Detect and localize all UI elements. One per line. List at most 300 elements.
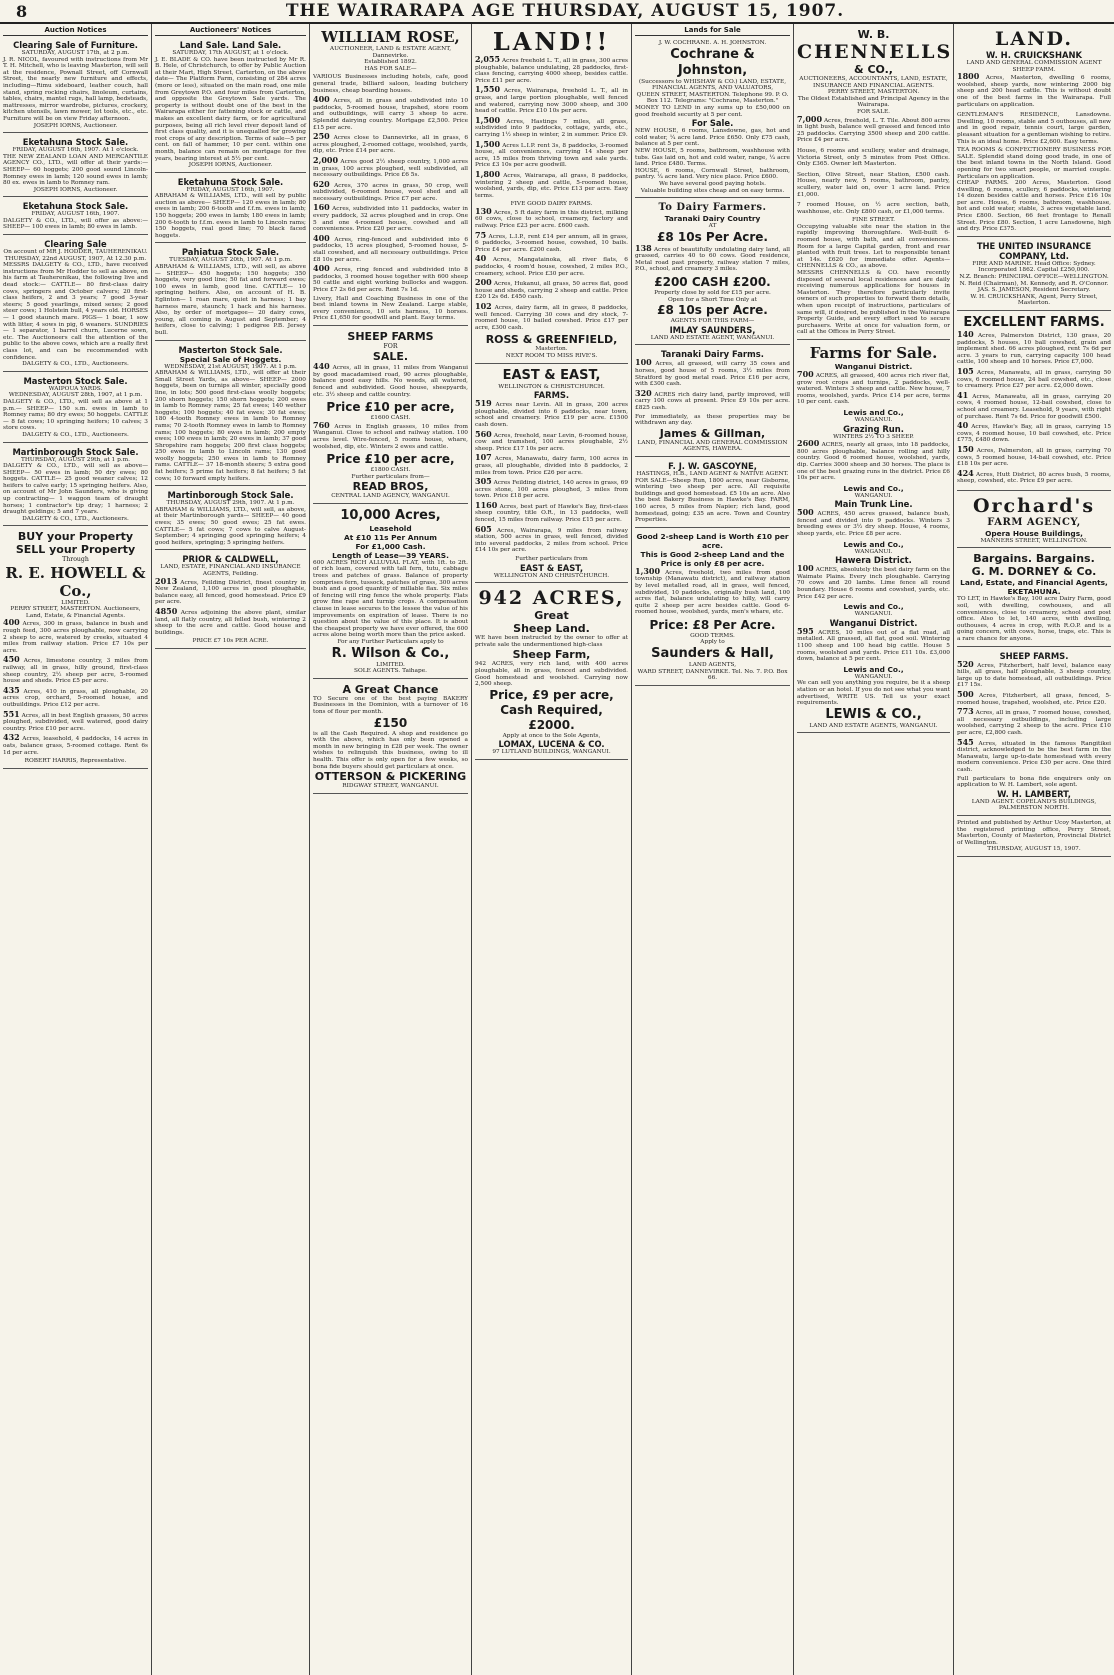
- ad-subtitle: On account of MR J. HODDER, TAUHERENIKAU.: [3, 249, 148, 256]
- listing-text: Acres, 410 in grass, all ploughable, 20 acres crop, orchard, 5-roomed house, and outbuildings. Price £12 per acre.: [3, 688, 148, 708]
- listing-acres: 7,000: [797, 113, 823, 124]
- listing-text: Acres, Hawke's Bay, all in grass, carrying 15 cows, 4 roomed house, 10 bail cowshed, etc. Price £775, £480 down.: [957, 424, 1112, 444]
- ad-terms: GOOD TERMS.: [690, 632, 735, 639]
- firm-name: Saunders & Hall,: [651, 646, 774, 662]
- ad-taranaki-dairy: [635, 200, 790, 345]
- listing: [957, 658, 1111, 689]
- ad-body: Occupying valuable site near the station in the rapidly improving thoroughfare. Well-built 6-roomed house, with bath, and all conveniences. Room for a large Capital garden, front and rear planted with fruit trees. Let to responsible tenant at 14s. £620 for immediate offer. Agents—CHENNELLS & CO., as above.: [797, 223, 950, 270]
- listing-acres: 760: [313, 419, 330, 430]
- listing-text: Acres adjoining the above plant, similar land, all flatly country, all felled bush, wintering 2 sheep to the acre and cattle. Good house and buildings.: [155, 609, 307, 636]
- firm-agent: W. H. CRUICKSHANK, Agent, Perry Street, Masterton.: [970, 293, 1098, 307]
- listing: [957, 467, 1112, 485]
- listing-text: Acres, freehold, L. T. Tile. About 800 acres in light bush, balance well grassed and fenced into 25 paddocks. Carrying 3500 sheep and 200 cattle. Price £4 per acre.: [797, 117, 950, 144]
- listing-text: Acres, all grassed, will carry 35 cows and horses, good house of 5 rooms, 3½ miles from Stratford by good metal road. Price £16 per acre, with £300 cash.: [635, 361, 790, 388]
- firm-town: WANGANUI.: [854, 611, 893, 618]
- listing-text: GENTLEMAN'S RESIDENCE, Lansdowne. Dwelling, 10 rooms, stable and 5 outhouses, all new and in good repair, tennis court, large garden, pleasant situation for a gentleman wishing to retire. This is an ideal home. Price £2,600. Easy terms.: [957, 112, 1111, 145]
- ad-title: For Sale.: [691, 118, 734, 129]
- ad-price: Price, £9 per acre,: [489, 687, 614, 702]
- listing-acres: 450: [3, 654, 20, 665]
- ad-masterton-stock: [3, 374, 148, 443]
- ad-district: Wanganui District.: [834, 361, 913, 371]
- ad-title: A Great Chance: [342, 682, 439, 696]
- listing-acres: 424: [957, 467, 974, 478]
- column-1: [0, 24, 152, 1675]
- listing: [475, 279, 628, 301]
- ad-body: DALGETY & CO., LTD., will sell as above— SHEEP— 50 ewes in lamb; 50 dry ewes; 80 hoggets. CATTLE— 25 good weaner calves; 12 heifers to calve early; 15 springing heifers. Also, on account of Mr John Saunders, who is giving up contracting— 1 waggon team of draught horses; 1 contractor's tip dray; 1 harness; 2 draught geldings; 5 and 7 years.: [3, 463, 148, 516]
- listing: [797, 113, 950, 144]
- ad-farm: Sheep Farm,: [512, 648, 591, 662]
- ad-apply: Apply at once to the Sole Agents,: [502, 732, 601, 739]
- listing-text: ACRES, absolutely the best dairy farm on the Waimate Plains. Every inch ploughable. Carrying 70 cows and 20 lambs. Lime fence all round boundary. House 6 rooms and cowshed, yards, etc. Price £42 per acre.: [797, 567, 951, 600]
- ad-pahiatua-stock: [155, 245, 306, 340]
- ad-date: SATURDAY, AUGUST 17th, at 2 p.m.: [21, 50, 130, 56]
- firm-name: READ BROS,: [352, 480, 429, 494]
- firm-branch: N.Z. Branch: PRINCIPAL OFFICE—WELLINGTON.: [959, 274, 1109, 281]
- listing-text: Section, Olive Street, near Station, £500 cash. House, nearly new, 5 rooms, bathroom, pantry, scullery, water laid on, over 1 acre land. Price £1,000.: [797, 171, 950, 198]
- ad-body: TO Secure one of the best paying BAKERY Businesses in the Dominion, with a turnover of 16 tons of flour per month.: [313, 695, 468, 715]
- firm-town: Masterton.: [535, 346, 568, 353]
- listing: [475, 229, 628, 254]
- listing-acres: 320: [635, 387, 652, 398]
- column-3: [310, 24, 472, 1675]
- listing: [313, 363, 468, 398]
- listing: [957, 110, 1111, 145]
- column-5: [632, 24, 794, 1675]
- ad-title: Main Trunk Line.: [834, 499, 913, 510]
- listing-acres: 432: [3, 732, 20, 743]
- ad-sheep-land: Sheep Land.: [513, 622, 590, 636]
- firm-partners: J. W. COCHRANE. A. H. JOHNSTON.: [658, 40, 767, 46]
- ad-cash: Cash Required,: [500, 702, 603, 717]
- listing-acres: 2013: [155, 575, 178, 586]
- firm-name: W. H. LAMBERT,: [997, 788, 1071, 799]
- ad-signature: JOSEPH IORNS, Auctioneer.: [33, 122, 118, 129]
- listing-acres: 560: [475, 428, 492, 439]
- ad-martinborough-stock: [3, 445, 148, 527]
- section-head: FINE STREET.: [852, 217, 895, 224]
- listing-cash: £1800 CASH.: [370, 467, 411, 474]
- ad-title: Martinborough Stock Sale.: [167, 490, 294, 501]
- ad-title: SHEEP FARMS.: [999, 650, 1069, 661]
- ad-body-2: is all the Cash Required. A shop and residence go with the above, which has only been opened a month in new bringing in £28 per week. The owner wishes to relinquish this business, owing to ill health. This offer is only open for a few weeks, so bona fide buyers should get particulars at once.: [313, 730, 468, 770]
- listing-text: Acres close to Dannevirke, all in grass, 6 acres ploughed, 2-roomed cottage, woolshed, yards, dip, etc. Price £14 per acre.: [313, 135, 469, 155]
- listing: [475, 255, 628, 277]
- listing-text: Acres, Wairarapa, all grass, 8 paddocks, wintering 2 sheep and cattle, 5-roomed house, woolshed, yards, dip, etc. Price £13 per acre. Easy terms.: [475, 172, 628, 199]
- listing-acres: 400: [313, 232, 330, 243]
- listing-text: VARIOUS Businesses including hotels, cafe, good general trade, billiard saloon, leading butchery business, cheap boarding houses.: [313, 74, 468, 94]
- listing-text: Acres, Manawatu, dairy farm, 100 acres in grass, all ploughable, divided into 8 paddocks, 2 miles from town. Price £26 per acre.: [475, 456, 628, 476]
- firm-sub: PERRY STREET, MASTERTON. Auctioneers, Land, Estate, & Financial Agents.: [10, 606, 141, 619]
- ad-signature: DALGETY & CO., LTD., Auctioneers.: [22, 431, 129, 438]
- listing-text: Acres, Fitzherbert, all grass, fenced, 5-roomed house, trapshed, woolshed, etc. Price £20.: [957, 693, 1111, 706]
- listing: [155, 605, 307, 636]
- listing-text: Acres, subdivided into 11 paddocks, water in every paddock, 32 acres ploughed and in crop. One 5 and one 4-roomed house, cowshed and all conveniences. Price £20 per acre.: [313, 206, 469, 233]
- ad-title: Pahiatua Stock Sale.: [181, 247, 280, 258]
- listing-text: Acres, 5 ft dairy farm in this district, milking 60 cows, close to school, creamery, factory and railway. Price £23 per acre. £600 cash.: [475, 209, 629, 230]
- firm-sub: AUCTIONEER, LAND & ESTATE AGENT, Dannevirke.: [329, 46, 452, 59]
- firm-name: PRIOR & CALDWELL,: [182, 554, 279, 565]
- firm-sub: (Successors to WHISHAW & CO.) LAND, ESTATE, FINANCIAL AGENTS, AND VALUATORS,: [638, 78, 787, 92]
- firm-name: Lewis and Co.,: [843, 602, 904, 612]
- listing: [635, 359, 790, 387]
- ad-title: Grazing Run.: [843, 423, 904, 434]
- ad-title: LAND.: [995, 28, 1073, 50]
- ad-through: Through: [62, 556, 89, 564]
- ad-title: Clearing Sale of Furniture.: [13, 40, 138, 50]
- firm-name: W. H. CRUICKSHANK: [986, 50, 1082, 60]
- ad-lead: Further particulars from: [515, 556, 588, 563]
- ad-date: THURSDAY, 22nd AUGUST, 1907, At 12.30 p.m.: [4, 255, 147, 262]
- ad-body: 600 ACRES RICH ALLUVIAL FLAT, with 1ft. to 2ft. of rich loam, covered with tall fern, tutu, cabbage trees and patches of grass. Balance of property comprises fern, tussock, patches of grass, 300 acres bush and a good quantity of millable flax. Six miles of fencing will ring fence the whole property. Flats grow fine rape and turnip crops. A compensation clause in lease secures to the lessee the value of his improvements on expiration of lease. There is no question about the value of this place. It is about the cheapest property we have ever offered, the 600 acres alone being worth more than the price asked.: [313, 559, 468, 639]
- listing-acres: 2600: [797, 438, 820, 449]
- listing: [475, 86, 628, 114]
- ad-price: £8 10s per Acre.: [657, 303, 768, 318]
- ad-prior-caldwell: [155, 552, 306, 649]
- firm-town: WANGANUI.: [854, 548, 893, 555]
- listing-acres: 545: [957, 736, 974, 747]
- listing-acres: 138: [635, 242, 652, 253]
- ad-cash: For £1,000 Cash.: [355, 541, 426, 551]
- listing-acres: 100: [797, 563, 814, 574]
- listing: [475, 114, 629, 139]
- listing-text: Acres, limestone country, 3 miles from railway, all in grass, hilly ground, first-class sheep country, 2½ sheep per acre, 5-roomed house and sheds. Price £5 per acre.: [3, 658, 149, 685]
- listing-acres: 1,800: [475, 168, 501, 179]
- ad-farms-for-sale: [797, 342, 950, 733]
- masthead: [0, 0, 1114, 24]
- firm-name: G. M. DORNEY & Co.: [971, 565, 1097, 579]
- ad-price: £8 10s Per Acre.: [657, 229, 768, 244]
- firm-name: Cochrane & Johnston,: [670, 46, 755, 78]
- ad-lead: Further particulars from—: [351, 473, 430, 480]
- listing-acres: 500: [957, 689, 974, 699]
- firm-initials: W. B.: [857, 28, 890, 41]
- listing-acres: 773: [957, 706, 974, 717]
- ad-title: Clearing Sale: [44, 239, 107, 250]
- ad-subtitle: WINTERS 2½ TO 3 SHEEP.: [833, 433, 914, 440]
- listing-acres: 105: [957, 365, 974, 376]
- ad-title: FARMS.: [533, 390, 570, 401]
- ad-signature: JOSEPH IORNS, Auctioneer.: [188, 162, 273, 169]
- firm-name: OTTERSON & PICKERING: [314, 770, 467, 784]
- ad-title: Farms for Sale.: [809, 343, 938, 362]
- ad-lead-2: This is Good 2-sheep Land and the Price is only £8 per acre.: [640, 549, 785, 568]
- firm-sub: LAND AGENTS,: [688, 662, 737, 669]
- firm-name: F. J. W. GASCOYNE,: [668, 460, 757, 471]
- listing-text: ACRES, 450 acres grassed, balance bush, fenced and divided into 9 paddocks. Winters 3 breeding ewes or 3½ dry sheep. House, 4 rooms, sheep yards, etc. Price £8 per acre.: [797, 511, 950, 538]
- listing-acres: 620: [313, 178, 330, 189]
- listing: [957, 365, 1111, 390]
- listing: [155, 575, 306, 606]
- listing: [797, 565, 950, 600]
- ad-942-acres: [475, 585, 628, 760]
- ad-land: [475, 26, 628, 364]
- listing: [475, 428, 628, 453]
- listing-acres: 400: [313, 94, 330, 105]
- ad-eketahuna-stock-2: [3, 199, 148, 235]
- listing-acres: 519: [475, 398, 492, 409]
- listing-acres: 2,000: [313, 154, 339, 165]
- listing: [957, 708, 1111, 736]
- firm-name: R. Wilson & Co.,: [331, 645, 450, 661]
- listing: [957, 691, 1111, 706]
- ad-sheep-farms: [313, 328, 468, 504]
- firm-name: James & Gillman,: [659, 426, 766, 440]
- ad-date: THURSDAY, AUGUST 29th, at 1 p.m.: [21, 456, 130, 463]
- ad-sheep-farms-lambert: [957, 649, 1111, 816]
- ad-two-sheep-land: [635, 530, 790, 686]
- ad-date: TUESDAY, AUGUST 20th, 1907. At 1 p.m.: [169, 257, 292, 264]
- column-6: [794, 24, 954, 1675]
- listing: [797, 625, 950, 663]
- ad-at: AT: [708, 223, 717, 230]
- firm-sub: RIDGWAY STREET, WANGANUI.: [342, 783, 439, 790]
- listing: [635, 242, 791, 273]
- listing-acres: 1,500: [475, 114, 501, 125]
- ad-title: Taranaki Dairy Farms.: [661, 349, 764, 360]
- ad-body: ABRAHAM & WILLIAMS, LTD., will sell by public auction as above— SHEEP— 120 ewes in lamb; 80 ewes in lamb; 200 6-tooth and f.f.m. ewes in lamb; 150 hoggets; 200 ewes in lamb; 180 ewes in lamb; 200 6-tooth to f.f.m. ewes in lamb to Lincoln rams; 150 hoggets, real good line; 70 black faced hoggets.: [155, 193, 306, 239]
- listing-acres: 305: [475, 476, 492, 487]
- listing-text: Acres, best part of Hawke's Bay, first-class sheep country, title O.R., in 13 paddocks, well fenced, 15 miles from railway. Price £15 per acre.: [475, 503, 629, 524]
- listing-text: Acres, freehold, near Levin, 6-roomed house, cow and tramshed, 100 acres ploughable, 2½ sheep. Price £17 10s per acre.: [475, 432, 628, 452]
- listing-text: Acres, Manawatu, all in grass, carrying 50 cows, 6 roomed house, 24 bail cowshed, etc., close to creamery. Price £27 per acre. £2,000 down.: [957, 369, 1111, 390]
- ad-body: WE have been instructed by the owner to offer at private sale the undermentioned high-class: [475, 635, 628, 648]
- listing-cash: £1600 CASH.: [370, 415, 411, 422]
- firm-name: Lewis and Co.,: [843, 664, 904, 674]
- listing-text: NEW HOUSE, 6 rooms, Lansdowne, gas, hot and cold water, ¼ acre land. Price £650. Only £75 cash, balance at 5 per cent.: [635, 128, 790, 148]
- listing-text: ACRES, all grassed, 400 acres rich river flat, grow root crops and turnips, 2 paddocks, well-watered. Winters 3 sheep and cattle. New house, 7 rooms, woolshed, yards. Price £14 per acre, terms 10 per cent. cash.: [797, 372, 951, 406]
- listing: [313, 232, 469, 263]
- listing-text: Acres, Hutt District, 80 acres bush, 5 rooms, sheep, cowshed, etc. Price £9 per acre.: [957, 471, 1112, 485]
- firm-name: Orchard's: [972, 494, 1096, 517]
- ad-body: MESSRS CHENNELLS & CO. have recently disposed of several local residences and are daily receiving numerous applications for houses in Masterton. They therefore particularly invite owners of such properties to forward them details, when upon receipt of instructions, particulars of same will, if desired, be published in the Wairarapa Property Guide, and every effort used to secure purchasers. Write at once for valuation form, or call at the Offices in Perry Street.: [797, 270, 950, 336]
- firm-established: Established 1892.: [364, 59, 417, 66]
- firm-sub: NEXT ROOM TO MISS RIVE'S.: [505, 352, 598, 359]
- ad-title: LAND!!: [492, 27, 611, 56]
- ad-taranaki-farms: [635, 347, 790, 457]
- firm-address: MANNERS STREET, WELLINGTON.: [980, 537, 1088, 544]
- listing-text: Acres, 300 in grass, balance in bush and rough feed, 300 acres ploughable, now carrying 2 sheep to acre, watered by creeks, situated 4 miles from railway station. Price £7 10s per acre.: [3, 621, 149, 654]
- firm-limited: LIMITED.: [61, 599, 90, 606]
- listing: [475, 454, 628, 476]
- firm-name: EAST & EAST,: [502, 367, 601, 383]
- listing-text: Acres in English grasses, 10 miles from Wanganui. Close to school and railway station. 100 acres level. Wire-fenced, 5 rooms house, whare, woolshed, dip, etc. Winters 2 ewes and cattle.: [313, 423, 469, 450]
- firm-name: R. E. HOWELL & Co.,: [5, 563, 146, 600]
- firm-sub: LAND, FINANCIAL AND GENERAL COMMISSION AGENTS, HAWERA.: [637, 439, 788, 453]
- firm-sub: FARM AGENCY,: [987, 516, 1081, 528]
- ad-lead: BUY your Property SELL your Property: [15, 530, 136, 557]
- ad-subtitle: Taranaki Dairy Country: [664, 214, 761, 224]
- listing: [475, 303, 628, 331]
- ad-body: THE NEW ZEALAND LOAN AND MERCANTILE AGENCY CO., LTD., will offer at their yards:— SHEEP— 60 hoggets; 200 good sound Lincoln-Romney ewes in lamb; 120 sound ewes in lamb; 80 ex. ewes in lamb to Romney ram.: [3, 153, 148, 187]
- page-number: 8: [16, 1, 28, 21]
- ad-east-and-east: [475, 366, 628, 584]
- listing-text: Acres, all in grass and subdivided into 10 paddocks, 5-roomed house, trapshed, store room and outbuildings, will carry 3 sheep to acre. Splendid dairying country. Mortgage £2,500. Price £15 per acre.: [313, 98, 469, 131]
- listing: [313, 178, 469, 203]
- firm-name: EAST & EAST,: [519, 562, 583, 573]
- listing-acres: 140: [957, 329, 974, 339]
- ad-body: ABRAHAM & WILLIAMS, LTD., will offer at their Small Street Yards, as above— SHEEP— 2000 hoggets, been on turnips all winter, specially good line, in lots; 500 good first-class woolly hoggets; 200 shorn hoggets; 150 shorn hoggets; 200 ewes in lamb to Romney rams; 25 fat ewes; 140 wether hoggets; 100 hoggets; 40 fat ewes; 30 fat ewes; 180 4-tooth Romney ewes in lamb to Romney rams; 70 2-tooth Romney ewes in lamb to Romney rams; 100 hoggets; 80 ewes in lamb; 200 empty ewes; 100 ewes in lamb; 20 ewes in lamb; 37 good Shropshire ram hoggets; 200 first class hoggets; 250 ewes in lamb to Lincoln rams; 130 good woolly hoggets; 250 ewes in lamb to Romney rams. CATTLE— 37 18-month steers; 5 extra good fat heifers; 5 prime fat heifers; 8 fat heifers; 5 fat cows; 10 forward empty heifers.: [155, 370, 306, 482]
- firm-sub: HASTINGS, H.B., LAND AGENT & NATIVE AGENT.: [636, 470, 789, 477]
- listing-text: Acres, Hukanui, all grass, 50 acres flat, good house and sheds, carrying 2 sheep and cattle. Price £20 12s 6d. £450 cash.: [475, 281, 628, 301]
- firm-co: & CO.,: [854, 63, 893, 76]
- firm-sub: SOLE AGENTS. Taihape.: [354, 668, 427, 675]
- firm-town: WANGANUI.: [854, 416, 893, 423]
- listing-text: Acres of beautifully undulating dairy land, all grassed, carries 40 to 60 cows. Good residence, Metal road past property, railway station 7 miles, P.O., school, and creamery 3 miles.: [635, 246, 791, 273]
- listing-text: Acres, Wairarapa, 9 miles from railway station, 500 acres in grass, well fenced, divided into several paddocks, 2 miles from school. Price £14 10s per acre.: [475, 527, 628, 554]
- ad-note: Valuable building sites cheap and on easy terms.: [640, 187, 785, 194]
- listing-acres: 130: [475, 205, 492, 216]
- firm-name: ROSS & GREENFIELD,: [485, 333, 618, 347]
- listing-text: Acres, situated in the famous Rangitikei district, acknowledged to be the best farm in the Manawatu, large up-to-date homestead with every modern convenience. Price £30 per acre. One third cash.: [957, 740, 1111, 773]
- listing-text: Acres near Levin. All in grass, 200 acres ploughable, divided into 6 paddocks, near town, school and creamery. Price £19 per acre. £1500 cash down.: [475, 402, 629, 428]
- listing-acres: 400: [313, 263, 330, 274]
- ad-leasehold: [313, 506, 468, 679]
- listing-text: HOUSE, 6 rooms, Cornwall Street, bathroom, pantry. ¼ acre land. Very nice place. Price £600.: [635, 167, 790, 181]
- ad-lead: AGENTS FOR THIS FARM—: [670, 318, 755, 325]
- firm-sub: LAND AND GENERAL COMMISSION AGENT: [966, 60, 1102, 66]
- listing-acres: 400: [3, 617, 20, 628]
- ad-signature: DALGETY & CO., LTD., Auctioneers.: [22, 361, 129, 368]
- ad-body: DALGETY & CO., LTD., will sell as above at 1 p.m.— SHEEP— 150 s.m. ewes in lamb to Romney rams; 80 dry ewes; 50 hoggets. CATTLE— 8 fat cows; 10 springing heifers; 10 calves; 3 store cows.: [3, 398, 148, 432]
- listing-acres: 2,055: [475, 54, 501, 64]
- ad-title: Land Sale. Land Sale.: [179, 40, 282, 50]
- listing-acres: 40: [475, 253, 487, 264]
- listing: [475, 523, 628, 554]
- listing: [475, 138, 629, 169]
- listing: [797, 146, 950, 168]
- ad-body: J. E. BLADE & CO. have been instructed by Mr R. B. Hele, of Christchurch, to offer by Public Auction at their Mart, High Street, Carterton, on the above date— The Platform Farm, consisting of 284 acres (more or less), situated on the main road, one mile from Greytown P.O. and four miles from Carterton, and opposite the Greytown Sale yards. The property is without doubt one of the best in the Wairarapa either for fattening stock or cattle, and makes an excellent dairy farm, or for agricultural purposes, being all rich level river deposit land of first class quality, and it is unequalled for growing root crops of any description. Terms of sale—5 per cent. on fall of hammer, 10 per cent. within one month, balance can remain on mortgage for five years, bearing interest at 5½ per cent.: [155, 56, 306, 162]
- listing-text: House, 6 rooms and scullery, water and drainage, Victoria Street, only 5 minutes from Post Office. Only £365. Owner left Masterton.: [797, 147, 950, 168]
- firm-names: N. Reid (Chairman), M. Kennedy, and R. O'Connor. JAS. S. JAMESON, Resident Secretary.: [959, 280, 1109, 294]
- ad-signature: ROBERT HARRIS, Representative.: [24, 758, 127, 765]
- firm-sub: LAND AND ESTATE AGENT, WANGANUI.: [650, 334, 775, 341]
- ad-body: Livery, Hall and Coaching Business in one of the best inland towns in New Zealand. Large stable, every convenience, 10 sets harness, 10 horses. Price £1,650 for goodwill and plant. Easy terms.: [313, 295, 468, 322]
- listing-text: Acres, Hastings 7 miles, all grass, subdivided into 9 paddocks, cottage, yards, etc., carrying 1½ sheep in winter, 2 in summer. Price £9.: [475, 118, 629, 138]
- listing-text: Acres, ring-fenced and subdivided into 6 paddocks, 15 acres ploughed, 5-roomed house, 5-stall cowshed, and all necessary outbuildings. Price £8 10s per acre.: [313, 236, 469, 263]
- ad-date: SATURDAY, 17th AUGUST, at 1 o'clock.: [172, 50, 289, 56]
- listing: [635, 565, 790, 616]
- listing: [475, 205, 629, 230]
- listing-price: Price £10 per acre,: [326, 400, 455, 415]
- listing-acres: 1160: [475, 499, 498, 510]
- ad-title: To Dairy Farmers.: [658, 202, 767, 214]
- listing: [797, 368, 951, 406]
- listing-text: Acres, leasehold, 4 paddocks, 14 acres in oats, balance grass, 5-roomed cottage. Rent 6s 1d per acre.: [3, 736, 148, 756]
- ad-title: Masterton Stock Sale.: [23, 375, 128, 386]
- ad-lead: Good 2-sheep Land is Worth £10 per acre.: [636, 531, 789, 550]
- column-2: [152, 24, 310, 1675]
- firm-name: THE UNITED INSURANCE COMPANY, Ltd.: [976, 240, 1092, 261]
- listing: [475, 168, 628, 199]
- listing: [313, 419, 469, 450]
- firm-town: WANGANUI.: [854, 673, 893, 680]
- firm-sub: LAND AND ESTATE AGENTS, WANGANUI.: [809, 722, 938, 729]
- listing-text: NEW HOUSE, 5 rooms, bathroom, washhouse with tubs. Gas laid on, hot and cold water, range, ¼ acre land. Price £480. Terms.: [635, 147, 790, 168]
- listing: [797, 440, 950, 482]
- ad-title: Bargains. Bargains.: [973, 552, 1095, 566]
- firm-town: WANGANUI.: [854, 492, 893, 499]
- listing-text: Acres, Palmerston, all in grass, carrying 70 cows, 5 roomed house, 14-bail cowshed, etc. Price £18 10s per acre.: [957, 447, 1112, 468]
- listing-acres: 700: [797, 368, 814, 379]
- listing: [3, 734, 148, 756]
- ad-signature: JOSEPH IORNS, Auctioneer.: [33, 186, 118, 193]
- ad-footer: PRICE £7 10s PER ACRE.: [192, 638, 269, 645]
- firm-name: LOMAX, LUCENA & CO.: [498, 739, 605, 750]
- firm-sub: LAND, ESTATE, FINANCIAL AND INSURANCE AGENTS, Feilding.: [160, 564, 301, 577]
- ad-clearing-sale: [3, 237, 148, 372]
- column-4: [472, 24, 632, 1675]
- ad-title: Masterton Stock Sale.: [178, 344, 283, 355]
- listing-text: ACRES rich dairy land, partly improved, will carry 100 cows at present. Price £9 10s per acre. £825 cash.: [635, 391, 790, 411]
- ad-subtitle: WAIPOUA YARDS.: [48, 385, 103, 392]
- ad-date: FRIDAY, AUGUST 16th, 1907.: [186, 186, 275, 193]
- listing-text: Acres, all in best English grasses, 50 acres ploughed, subdivided, well watered, good dairy country. Price £10 per acre.: [3, 712, 148, 732]
- column-header: Lands for Sale: [635, 26, 790, 36]
- ad-cruickshank: [957, 26, 1111, 237]
- listing-acres: 250: [313, 131, 330, 142]
- listing-text: Acres freehold L. T., all in grass, 300 acres ploughable, balance undulating, 28 paddocks, first-class fencing, carrying 4000 sheep, besides cattle. Price £11 per acre.: [475, 58, 629, 84]
- section-head: FIVE GOOD DAIRY FARMS.: [510, 201, 593, 208]
- ad-gascoyne: [635, 459, 790, 528]
- listing-text: Acres, Manawatu, all in grass, carrying 20 cows, 4 roomed house, 12-bail cowshed, close to school and creamery. Leasehold, 9 years, with right of purchase. Rent 7s 6d. Price for goodwill £500.: [957, 393, 1112, 420]
- firm-hasforsale: HAS FOR SALE—: [364, 65, 417, 72]
- firm-sub: AUCTIONEERS, ACCOUNTANTS, LAND, ESTATE, INSURANCE AND FINANCIAL AGENTS.: [799, 76, 948, 89]
- listing-acres: 435: [3, 684, 20, 695]
- listing: [3, 619, 148, 654]
- listing-acres: 500: [797, 507, 814, 518]
- ad-title: 10,000 Acres,: [340, 507, 441, 523]
- ad-title: 942 ACRES,: [478, 587, 625, 610]
- ad-great-chance: [313, 681, 468, 794]
- listing-acres: 160: [313, 202, 330, 213]
- ad-cash: £200 CASH £200.: [654, 275, 771, 290]
- listing-acres: 520: [957, 658, 974, 669]
- ad-chennells: [797, 26, 953, 340]
- ad-william-rose: [313, 26, 468, 326]
- ad-title-sale: SALE.: [372, 350, 409, 364]
- listing-acres: 605: [475, 523, 492, 534]
- listing: [313, 96, 468, 131]
- firm-name: Lewis and Co.,: [843, 539, 904, 549]
- firm-name: CHENNELLS: [797, 41, 953, 63]
- listing-text: 7 roomed House, on ½ acre section, bath, washhouse, etc. Only £800 cash, or £1,000 terms.: [797, 202, 950, 215]
- column-header: Auctioneers' Notices: [155, 26, 306, 36]
- listing-acres: 150: [957, 443, 974, 454]
- firm-name: Lewis and Co.,: [843, 407, 904, 417]
- ad-price: Price: £8 Per Acre.: [649, 617, 776, 632]
- listing: [313, 154, 469, 179]
- section-head: FOR SALE.: [856, 108, 891, 115]
- listing-text: ACRES, nearly all grass, into 18 paddocks, 800 acres ploughable, balance rolling and hilly country. Good 6 roomed house, woolshed, yards, dip. Carries 3000 sheep and 30 horses. The place is one of the best grazing runs in the district. Price £6 10s per acre.: [797, 442, 951, 482]
- listing: [635, 387, 790, 412]
- columns: [0, 24, 1114, 1675]
- ad-body: CHEAP FARMS. 200 Acres, Masterton. Good dwelling, 6 rooms, scullery, 6 paddocks, wintering 14 dozen besides cattle and horses. Price £16 10s per acre. House, 6 rooms, bathroom, washhouse, hot and cold water, stable, 3 acres vegetable land. Price £800. Section, 66 feet frontage to Renall Street. Price £80. Section, 1 acre Lansdowne, high and dry. Price £375.: [957, 180, 1111, 233]
- listing-text: Acres, Feilding District, finest country in New Zealand, 1,100 acres in good ploughable, balance easy, all fenced, good homestead. Price £9 per acre.: [155, 579, 306, 606]
- ad-signature: DALGETY & CO., LTD., Auctioneers.: [22, 515, 129, 522]
- ad-detail: 942 ACRES, very rich land, with 400 acres ploughable, all in grass, fenced and subdivided. Good homestead and woolshed. Carrying now 2,500 sheep.: [475, 661, 628, 688]
- firm-address: PERRY STREET, MASTERTON.: [827, 89, 920, 96]
- listing: [475, 478, 628, 500]
- listing-acres: 1,500: [475, 138, 501, 149]
- listing-text: Acres, Fitzherbert, half level, balance easy hills, all grass, half ploughable, 3 sheep country, large up to date homestead, all outbuildings. Price £17 15s.: [957, 662, 1111, 689]
- ad-excellent-farms: [957, 313, 1111, 491]
- ad-title: Eketahuna Stock Sale.: [22, 137, 129, 148]
- ad-cochrane-johnston: [635, 38, 790, 198]
- ad-howell: [3, 528, 148, 768]
- ad-price: £150: [373, 715, 408, 730]
- column-header: Auction Notices: [3, 26, 148, 36]
- listing: [3, 708, 148, 733]
